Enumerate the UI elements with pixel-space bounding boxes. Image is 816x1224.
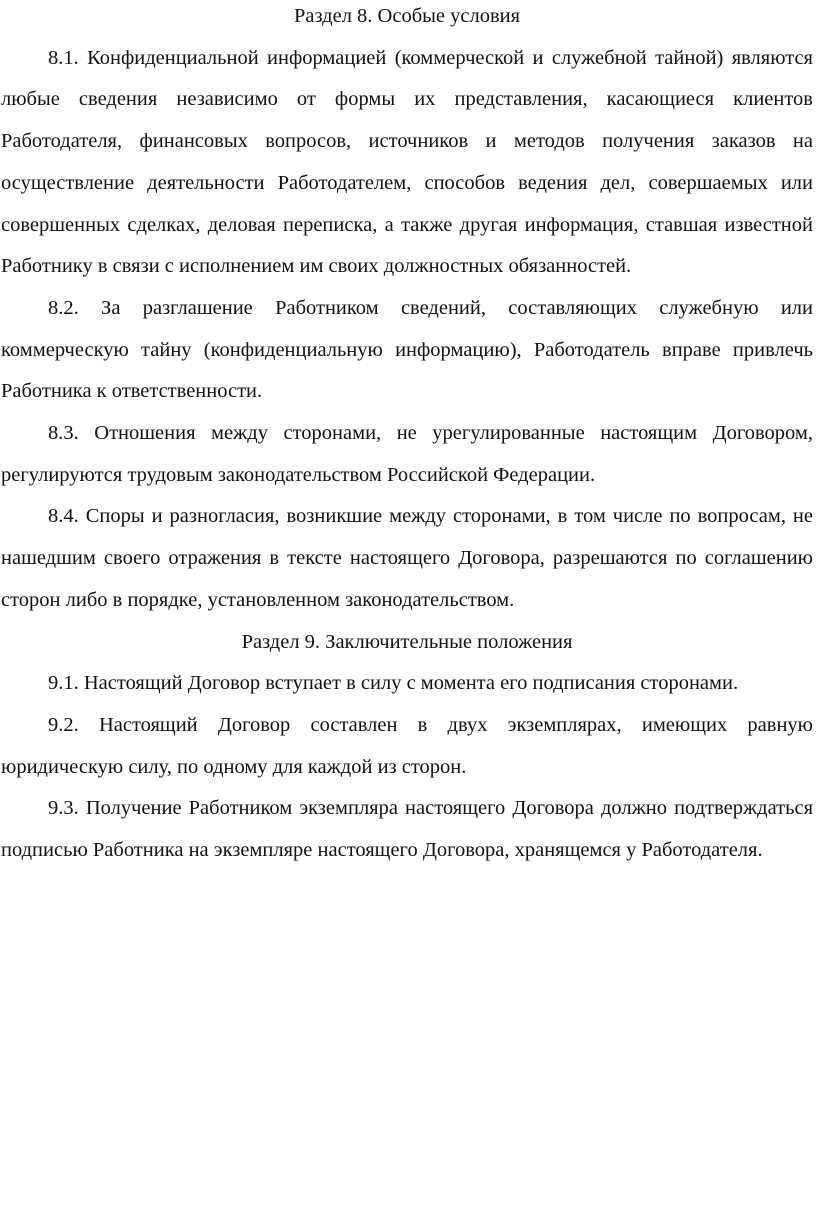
paragraph-8-4: 8.4. Споры и разногласия, возникшие между сторонами, в том числе по вопросам, не нашедшим своего отражения в тексте настоящего Договора, разрешаются по соглашению сторон либо в порядке, установленном законодательством. <box>1 505 813 611</box>
paragraph-9-3: 9.3. Получение Работником экземпляра настоящего Договора должно подтверждаться подписью Работника на экземпляре настоящего Договора, хранящемся у Работодателя. <box>1 797 813 862</box>
paragraph-8-1: 8.1. Конфиденциальной информацией (коммерческой и служебной тайной) являются любые сведения независимо от формы их представления, касающиеся клиентов Работодателя, финансовых вопросов, источников и методов получения заказов на осуществление деятельности Работодателем, способов ведения дел, совершаемых или совершенных сделках, деловая переписка, а также другая информация, ставшая известной Работнику в связи с исполнением им своих должностных обязанностей. <box>1 46 813 278</box>
paragraph-8-3: 8.3. Отношения между сторонами, не урегулированные настоящим Договором, регулируются трудовым законодательством Российской Федерации. <box>1 422 813 486</box>
paragraph-9-1: 9.1. Настоящий Договор вступает в силу с момента его подписания сторонами. <box>48 672 739 695</box>
section-8-title: Раздел 8. Особые условия <box>293 5 521 27</box>
paragraph-9-2: 9.2. Настоящий Договор составлен в двух экземплярах, имеющих равную юридическую силу, по одному для каждой из сторон. <box>1 713 813 778</box>
section-9-title: Раздел 9. Заключительные положения <box>241 630 573 653</box>
paragraph-8-2: 8.2. За разглашение Работником сведений, составляющих служебную или коммерческую тайну (конфиденциальную информацию), Работодатель вправе привлечь Работника к ответственности. <box>1 296 813 403</box>
